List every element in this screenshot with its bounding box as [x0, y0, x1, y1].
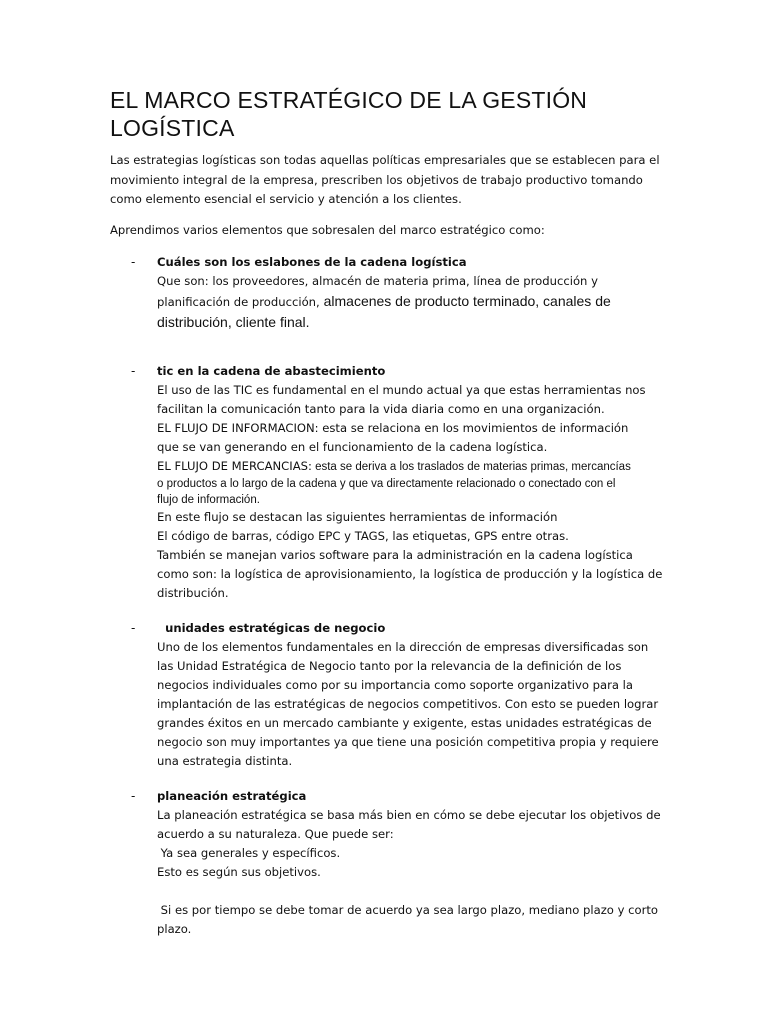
intro-line-3: como elemento esencial el servicio y atención a los clientes. [110, 192, 462, 206]
item-line: o productos a lo largo de la cadena y que va directamente relacionado o conectado con el [157, 478, 616, 490]
item-line: las Unidad Estratégica de Negocio tanto por la relevancia de la definición de los [157, 659, 622, 673]
item-line: negocio son muy importantes ya que tiene una posición competitiva propia y requiere [157, 735, 659, 749]
intro-line-2: movimiento integral de la empresa, prescriben los objetivos de trabajo productivo tomando [110, 172, 643, 187]
intro-line-1: Las estrategias logísticas son todas aquellas políticas empresariales que se establecen para el [110, 153, 660, 167]
item-heading: planeación estratégica [157, 789, 307, 803]
item-heading: Cuáles son los eslabones de la cadena logística [157, 255, 467, 269]
lead-paragraph: Aprendimos varios elementos que sobresalen del marco estratégico como: [110, 223, 545, 237]
list-item-eslabones [157, 253, 662, 332]
title-line-1: EL MARCO ESTRATÉGICO DE LA GESTIÓN [110, 87, 588, 113]
item-line: EL FLUJO DE MERCANCIAS: esta se deriva a los traslados de materias primas, mercancías [157, 459, 631, 473]
item-line: Esto es según sus objetivos. [157, 865, 321, 879]
item-heading: unidades estratégicas de negocio [157, 621, 386, 635]
item-line: Si es por tiempo se debe tomar de acuerdo ya sea largo plazo, mediano plazo y corto [157, 903, 658, 917]
item-line: La planeación estratégica se basa más bien en cómo se debe ejecutar los objetivos de [157, 808, 661, 822]
item-line: Que son: los proveedores, almacén de materia prima, línea de producción y [157, 274, 598, 288]
item-line: como son: la logística de aprovisionamiento, la logística de producción y la logística de [157, 567, 663, 581]
item-line: flujo de información. [157, 494, 260, 506]
bullet-marker: - [131, 789, 136, 803]
item-line: distribución, cliente final. [157, 314, 310, 330]
item-line: plazo. [157, 922, 192, 936]
item-line: distribución. [157, 586, 229, 600]
item-line: grandes éxitos en un mercado cambiante y exigente, estas unidades estratégicas de [157, 716, 652, 730]
title-line-2: LOGÍSTICA [110, 115, 235, 141]
bullet-marker: - [131, 364, 136, 378]
bullet-marker: - [131, 255, 136, 269]
item-line: Ya sea generales y específicos. [157, 846, 341, 860]
item-line: facilitan la comunicación tanto para la vida diaria como en una organización. [157, 402, 605, 416]
item-line: EL FLUJO DE INFORMACION: esta se relaciona en los movimientos de información [157, 421, 629, 435]
item-line: Uno de los elementos fundamentales en la dirección de empresas diversificadas son [157, 640, 649, 654]
list-item-planeacion [157, 787, 662, 939]
spacer [157, 882, 662, 901]
item-line: que se van generando en el funcionamiento de la cadena logística. [157, 440, 548, 454]
list-item-tic [157, 362, 662, 603]
item-line: También se manejan varios software para la administración en la cadena logística [157, 548, 633, 562]
intro-paragraph [110, 151, 670, 210]
item-line: acuerdo a su naturaleza. Que puede ser: [157, 827, 394, 841]
document-title [110, 86, 670, 142]
item-line: En este flujo se destacan las siguientes herramientas de información [157, 510, 558, 524]
item-heading: tic en la cadena de abastecimiento [157, 364, 386, 378]
item-line: El uso de las TIC es fundamental en el mundo actual ya que estas herramientas nos [157, 383, 646, 397]
item-line: negocios individuales como por su importancia como soporte organizativo para la [157, 678, 633, 692]
list-item-unidades [157, 619, 662, 771]
item-line: planificación de producción, almacenes de producto terminado, canales de [157, 293, 611, 309]
item-line: El código de barras, código EPC y TAGS, las etiquetas, GPS entre otras. [157, 529, 569, 543]
bullet-marker: - [131, 621, 136, 635]
item-line: implantación de las estratégicas de negocios competitivos. Con esto se pueden lograr [157, 697, 659, 711]
item-line: una estrategia distinta. [157, 754, 293, 768]
